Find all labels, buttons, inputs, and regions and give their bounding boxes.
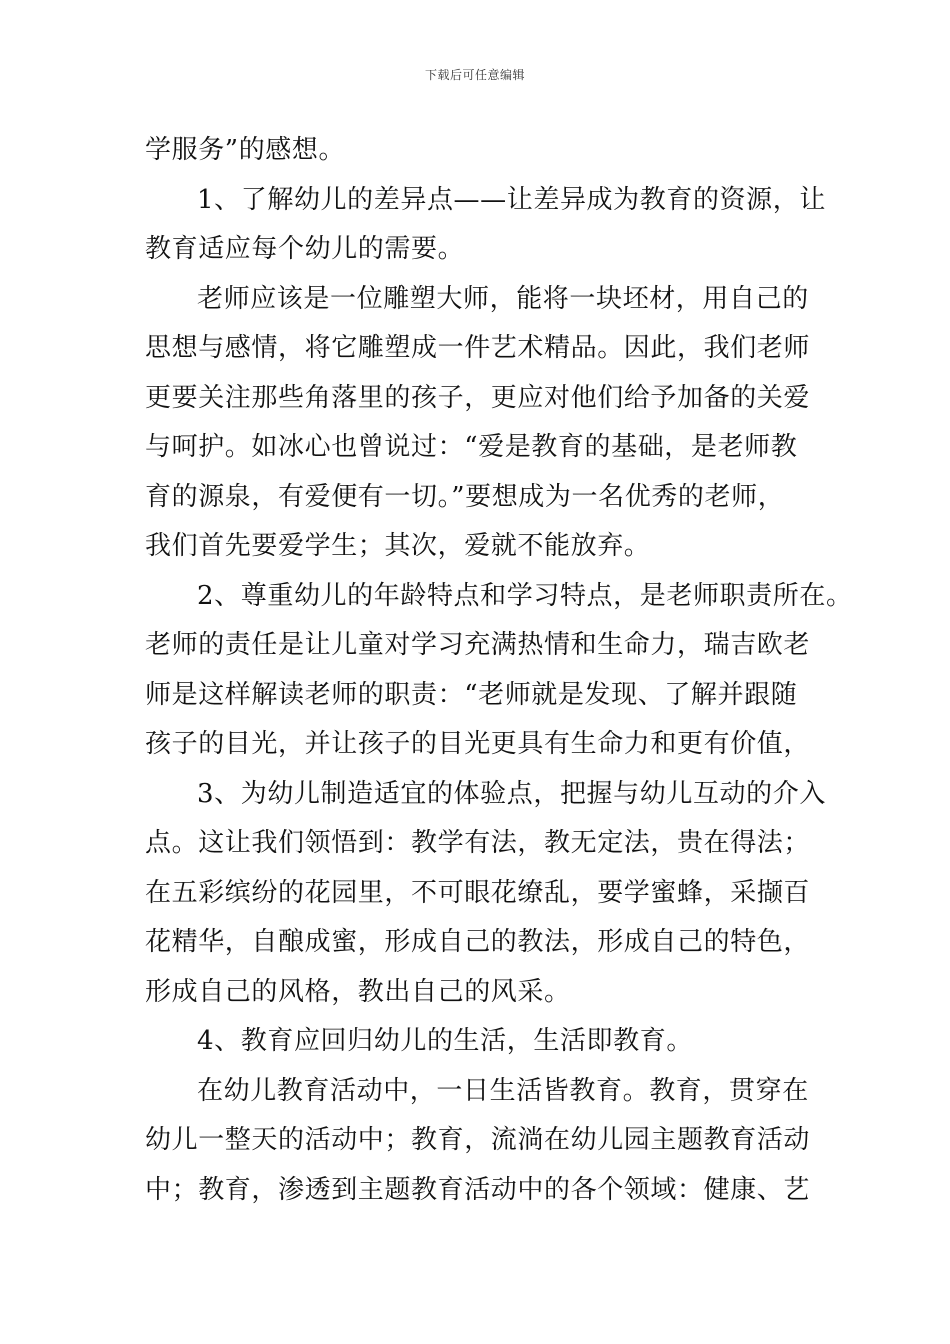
page-header: 下载后可任意编辑 [424, 68, 525, 82]
text-line: 孩子的目光，并让孩子的目光更具有生命力和更有价值， [145, 729, 811, 759]
text-line: 2、尊重幼儿的年龄特点和学习特点，是老师职责所在。 [197, 580, 853, 611]
text-line: 花精华，自酿成蜜，形成自己的教法，形成自己的特色， [145, 927, 811, 957]
text-line: 育的源泉，有爱便有一切。”要想成为一名优秀的老师， [145, 481, 785, 512]
text-line: 形成自己的风格，教出自己的风采。 [145, 976, 571, 1007]
body-text [145, 126, 853, 1215]
text-line: 在幼儿教育活动中，一日生活皆教育。教育，贯穿在 [197, 1075, 809, 1106]
text-line: 师是这样解读老师的职责：“老师就是发现、了解并跟随 [145, 679, 798, 710]
text-line: 4、教育应回归幼儿的生活，生活即教育。 [197, 1026, 693, 1056]
text-line: 老师的责任是让儿童对学习充满热情和生命力，瑞吉欧老 [145, 630, 811, 660]
text-line: 思想与感情，将它雕塑成一件艺术精品。因此，我们老师 [145, 333, 811, 363]
text-line: 在五彩缤纷的花园里，不可眼花缭乱，要学蜜蜂，采撷百 [145, 877, 811, 908]
text-line: 3、为幼儿制造适宜的体验点，把握与幼儿互动的介入 [197, 778, 826, 809]
text-line: 中；教育，渗透到主题教育活动中的各个领域：健康、艺 [145, 1174, 811, 1205]
text-line: 幼儿一整天的活动中；教育，流淌在幼儿园主题教育活动 [145, 1125, 811, 1155]
text-line: 老师应该是一位雕塑大师，能将一块坯材，用自己的 [197, 283, 809, 314]
text-line: 1、了解幼儿的差异点——让差异成为教育的资源，让 [197, 184, 826, 215]
text-line: 与呵护。如冰心也曾说过：“爱是教育的基础，是老师教 [145, 432, 798, 462]
text-line: 我们首先要爱学生；其次，爱就不能放弃。 [145, 531, 651, 561]
text-line: 点。这让我们领悟到：教学有法，教无定法，贵在得法； [145, 828, 811, 858]
text-line: 更要关注那些角落里的孩子，更应对他们给予加备的关爱 [145, 382, 811, 413]
text-line: 教育适应每个幼儿的需要。 [145, 234, 465, 264]
text-line: 学服务”的感想。 [145, 135, 346, 165]
